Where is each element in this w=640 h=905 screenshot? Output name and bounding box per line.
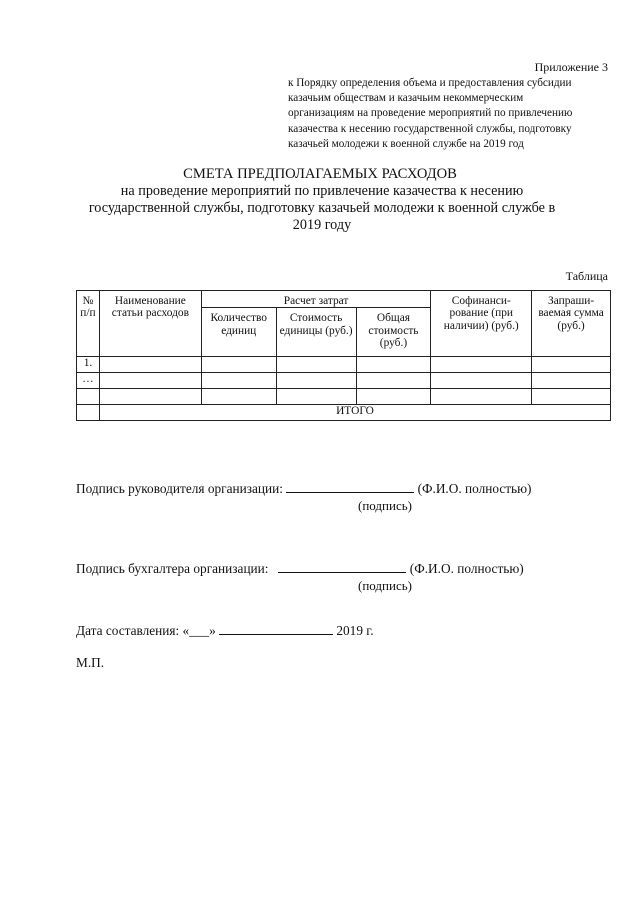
table-cell: [532, 389, 611, 405]
table-cell: [431, 373, 532, 389]
date-blank[interactable]: [219, 622, 333, 635]
table-cell: [201, 389, 276, 405]
table-cell: [431, 389, 532, 405]
accountant-fio-label: (Ф.И.О. полностью): [406, 561, 524, 576]
table-cell: [356, 389, 431, 405]
document-subtitle: [72, 183, 572, 234]
header-cofinancing: Софинанси- рование (при наличии) (руб.): [431, 291, 532, 357]
header-num: № п/п: [77, 291, 100, 357]
table-cell: [201, 373, 276, 389]
accountant-signature-line: [76, 560, 524, 577]
accountant-signature-hint: (подпись): [358, 578, 412, 593]
table-row: [77, 357, 611, 373]
header-calc: Расчет затрат: [201, 291, 431, 308]
table-row: [77, 389, 611, 405]
table-header-row: [77, 291, 611, 308]
total-label: ИТОГО: [99, 405, 610, 421]
appendix-line: казачьим обществам и казачьим некоммерческим: [288, 92, 524, 105]
subtitle-line: 2019 году: [292, 217, 352, 233]
row-num: 1.: [77, 357, 100, 373]
header-name: Наименование статьи расходов: [99, 291, 201, 357]
table-row: [77, 373, 611, 389]
table-cell: [276, 389, 356, 405]
header-qty: Количество единиц: [201, 308, 276, 357]
table-cell: [99, 373, 201, 389]
date-line: [76, 622, 374, 639]
appendix-line: организациям на проведение мероприятий по привлечению: [288, 107, 573, 120]
table-cell: [431, 357, 532, 373]
head-signature-line: [76, 480, 531, 497]
header-requested: Запраши- ваемая сумма (руб.): [532, 291, 611, 357]
appendix-line: казачьей молодежи к военной службе на 2019 год: [288, 137, 524, 150]
accountant-signature-label: Подпись бухгалтера организации:: [76, 561, 279, 576]
head-signature-blank[interactable]: [286, 480, 414, 493]
stamp-label: М.П.: [76, 655, 105, 670]
row-num: …: [77, 373, 100, 389]
table-cell: [201, 357, 276, 373]
subtitle-line: государственной службы, подготовку казачьей молодежи к военной службе в: [88, 200, 556, 216]
table-caption: Таблица: [565, 269, 608, 283]
table-cell: [276, 373, 356, 389]
row-num: [77, 389, 100, 405]
accountant-signature-blank[interactable]: [278, 560, 406, 573]
date-year: 2019 г.: [333, 623, 374, 638]
date-label: Дата составления: «___»: [76, 623, 220, 638]
table-cell: [77, 405, 100, 421]
table-cell: [99, 389, 201, 405]
appendix-title: Приложение 3: [534, 60, 608, 74]
head-fio-label: (Ф.И.О. полностью): [414, 481, 532, 496]
appendix-text: [288, 76, 618, 152]
table-cell: [356, 373, 431, 389]
table-cell: [532, 357, 611, 373]
subtitle-line: на проведение мероприятий по привлечение казачества к несению: [120, 183, 524, 199]
table-cell: [532, 373, 611, 389]
table-cell: [99, 357, 201, 373]
appendix-line: к Порядку определения объема и предоставления субсидии: [288, 77, 572, 89]
table-cell: [276, 357, 356, 373]
document-title: СМЕТА ПРЕДПОЛАГАЕМЫХ РАСХОДОВ: [183, 166, 457, 182]
table-total-row: [77, 405, 611, 421]
header-unit-cost: Стоимость единицы (руб.): [276, 308, 356, 357]
table-cell: [356, 357, 431, 373]
header-total-cost: Общая стоимость (руб.): [356, 308, 431, 357]
estimate-table: [76, 290, 611, 421]
head-signature-label: Подпись руководителя организации:: [76, 481, 287, 496]
appendix-line: казачества к несению государственной службы, подготовку: [288, 122, 572, 135]
head-signature-hint: (подпись): [358, 498, 412, 513]
